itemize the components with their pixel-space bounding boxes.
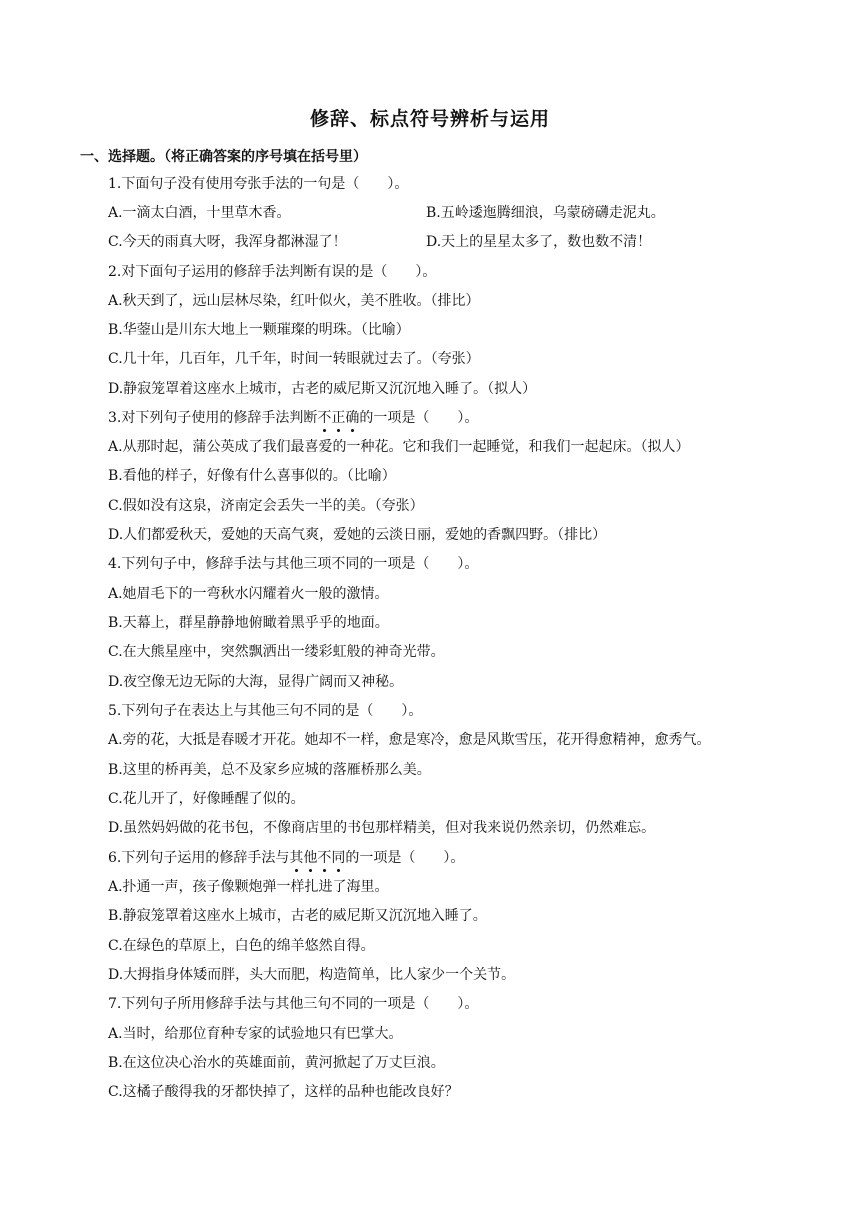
question-6-option-c: C.在绿色的草原上，白色的绵羊悠然自得。 bbox=[108, 938, 375, 954]
question-5-option-b: B.这里的桥再美，总不及家乡应城的落雁桥那么美。 bbox=[108, 762, 431, 778]
question-6-stem bbox=[108, 848, 464, 868]
question-6-option-d: D.大拇指身体矮而胖，头大而肥，构造简单，比人家少一个关节。 bbox=[108, 967, 516, 983]
question-6-option-a: A.扑通一声，孩子像颗炮弹一样扎进了海里。 bbox=[108, 879, 389, 895]
question-7-stem: 7.下列句子所用修辞手法与其他三句不同的一项是（ ）。 bbox=[108, 996, 479, 1012]
question-3-stem-start: 3.对下列句子使用的修辞手法判断 bbox=[108, 410, 318, 426]
question-4-option-c: C.在大熊星座中，突然飘洒出一缕彩虹般的神奇光带。 bbox=[108, 644, 445, 660]
emphasis-char: 其 bbox=[289, 850, 304, 866]
question-1-stem: 1.下面句子没有使用夸张手法的一句是（ ）。 bbox=[108, 176, 409, 192]
question-5-option-a: A.旁的花，大抵是春暖才开花。她却不一样，愈是寒冷，愈是风欺雪压，花开得愈精神，愈秀气。 bbox=[108, 732, 711, 748]
question-6-stem-end: 的一项是（ ）。 bbox=[345, 850, 465, 866]
question-7-option-a: A.当时，给那位育种专家的试验地只有巴掌大。 bbox=[108, 1026, 403, 1042]
question-4-option-b: B.天幕上，群星静静地俯瞰着黑乎乎的地面。 bbox=[108, 615, 389, 631]
question-3-option-b: B.看他的样子，好像有什么喜事似的。（比喻） bbox=[108, 468, 396, 484]
question-2-option-a: A.秋天到了，远山层林尽染，红叶似火，美不胜收。（排比） bbox=[108, 293, 480, 309]
question-2-option-d: D.静寂笼罩着这座水上城市，古老的威尼斯又沉沉地入睡了。（拟人） bbox=[108, 381, 537, 397]
question-4-stem: 4.下列句子中，修辞手法与其他三项不同的一项是（ ）。 bbox=[108, 556, 479, 572]
question-7-option-b: B.在这位决心治水的英雄面前，黄河掀起了万丈巨浪。 bbox=[108, 1055, 445, 1071]
question-6-stem-start: 6.下列句子运用的修辞手法与 bbox=[108, 850, 290, 866]
page-title: 修辞、标点符号辨析与运用 bbox=[309, 108, 550, 130]
question-2-option-b: B.华蓥山是川东大地上一颗璀璨的明珠。（比喻） bbox=[108, 322, 410, 338]
question-5-stem: 5.下列句子在表达上与其他三句不同的是（ ）。 bbox=[108, 703, 423, 719]
question-1-option-a: A.一滴太白酒，十里草木香。 bbox=[108, 205, 291, 221]
question-3-stem-end: 的一项是（ ）。 bbox=[359, 410, 479, 426]
emphasis-char: 同 bbox=[331, 850, 346, 866]
question-5-option-d: D.虽然妈妈做的花书包，不像商店里的书包那样精美，但对我来说仍然亲切，仍然难忘。 bbox=[108, 820, 656, 836]
question-3-option-c: C.假如没有这泉，济南定会丢失一半的美。（夸张） bbox=[108, 498, 424, 514]
question-3-stem bbox=[108, 408, 478, 428]
question-6-option-b: B.静寂笼罩着这座水上城市，古老的威尼斯又沉沉地入睡了。 bbox=[108, 908, 487, 924]
question-4-option-a: A.她眉毛下的一弯秋水闪耀着火一般的激情。 bbox=[108, 586, 389, 602]
question-1-option-c: C.今天的雨真大呀，我浑身都淋湿了！ bbox=[108, 234, 347, 250]
emphasis-char: 不 bbox=[317, 410, 332, 426]
question-3-option-d: D.人们都爱秋天，爱她的天高气爽，爱她的云淡日丽，爱她的香飘四野。（排比） bbox=[108, 527, 607, 543]
emphasis-char: 不 bbox=[317, 850, 332, 866]
emphasis-char: 正 bbox=[331, 410, 346, 426]
section-heading: 一、选择题。（将正确答案的序号填在括号里） bbox=[80, 149, 367, 165]
emphasis-char: 确 bbox=[345, 410, 360, 426]
emphasis-char: 他 bbox=[303, 850, 318, 866]
question-1-option-d: D.天上的星星太多了，数也数不清！ bbox=[426, 234, 652, 250]
question-5-option-c: C.花儿开了，好像睡醒了似的。 bbox=[108, 791, 305, 807]
question-3-option-a: A.从那时起，蒲公英成了我们最喜爱的一种花。它和我们一起睡觉，和我们一起起床。（拟人） bbox=[108, 439, 690, 455]
question-7-option-c: C.这橘子酸得我的牙都快掉了，这样的品种也能改良好？ bbox=[108, 1084, 459, 1100]
question-2-stem: 2.对下面句子运用的修辞手法判断有误的是（ ）。 bbox=[108, 264, 437, 280]
question-4-option-d: D.夜空像无边无际的大海，显得广阔而又神秘。 bbox=[108, 674, 404, 690]
question-1-option-b: B.五岭逶迤腾细浪，乌蒙磅礴走泥丸。 bbox=[426, 205, 665, 221]
question-2-option-c: C.几十年，几百年，几千年，时间一转眼就过去了。（夸张） bbox=[108, 351, 480, 367]
